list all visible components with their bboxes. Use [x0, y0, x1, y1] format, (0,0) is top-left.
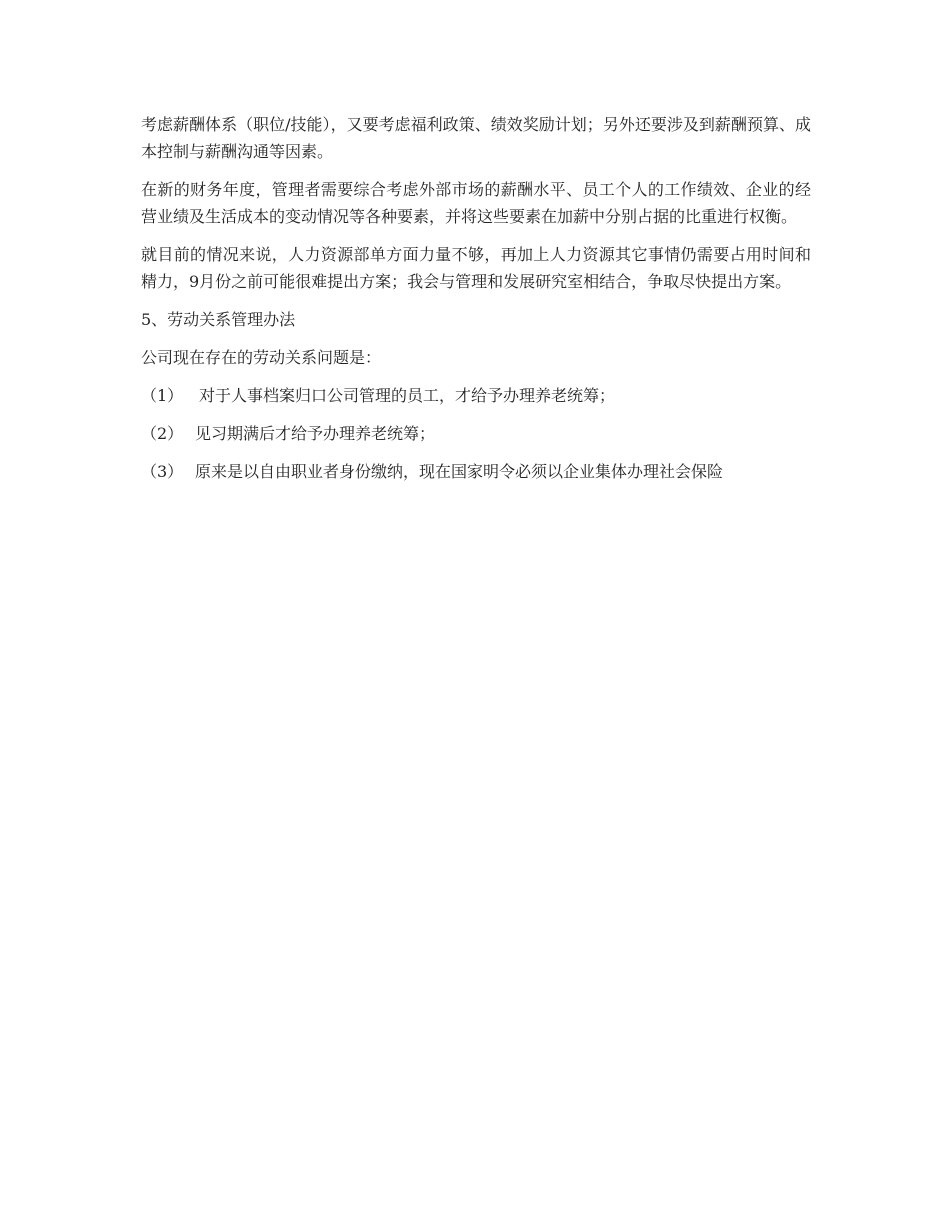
- paragraph-current-situation: 就目前的情况来说，人力资源部单方面力量不够，再加上人力资源其它事情仍需要占用时间和精力，9月份之前可能很难提出方案；我会与管理和发展研究室相结合，争取尽快提出方案。: [141, 245, 811, 291]
- list-item-text: 见习期满后才给予办理养老统筹；: [195, 424, 436, 443]
- list-item: [141, 458, 811, 485]
- list-item: [141, 420, 811, 447]
- list-item-text: 原来是以自由职业者身份缴纳，现在国家明令必须以企业集体办理社会保险: [195, 462, 724, 481]
- section-heading: 5、劳动关系管理办法: [141, 310, 296, 329]
- list-item-number: （1）: [141, 386, 184, 405]
- intro-line: 公司现在存在的劳动关系问题是：: [141, 348, 382, 367]
- paragraph-salary-system: 考虑薪酬体系（职位/技能），又要考虑福利政策、绩效奖励计划；另外还要涉及到薪酬预算、成本控制与薪酬沟通等因素。: [141, 115, 811, 161]
- list-item-number: （3）: [141, 462, 184, 481]
- paragraph-fiscal-year: 在新的财务年度，管理者需要综合考虑外部市场的薪酬水平、员工个人的工作绩效、企业的经营业绩及生活成本的变动情况等各种要素，并将这些要素在加薪中分别占据的比重进行权衡。: [141, 180, 811, 226]
- document-body: [141, 111, 811, 496]
- list-item-number: （2）: [141, 424, 184, 443]
- list-item: [141, 382, 811, 409]
- list-item-text: 对于人事档案归口公司管理的员工，才给予办理养老统筹；: [199, 386, 616, 405]
